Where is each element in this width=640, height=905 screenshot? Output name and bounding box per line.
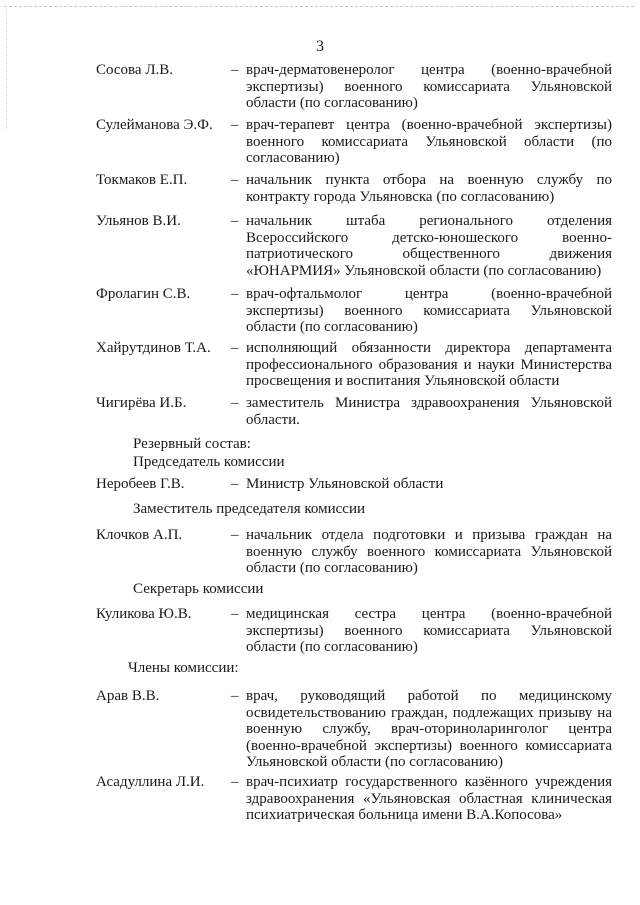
deputy-heading: Заместитель председателя комиссии — [133, 501, 366, 517]
member-position: заместитель Министра здравоохранения Ульяновской области. — [246, 395, 612, 428]
reserve-title: Резервный состав: — [133, 436, 251, 452]
chair-entry — [96, 476, 612, 493]
deputy-entry — [96, 527, 612, 577]
member-name: Ульянов В.И. — [96, 213, 181, 229]
dash-separator: – — [231, 286, 239, 302]
dash-separator: – — [231, 395, 239, 411]
member-position: медицинская сестра центра (военно-врачебной экспертизы) военного комиссариата Ульяновской области (по согласованию) — [246, 606, 612, 656]
member-entry — [96, 213, 612, 279]
member-name: Неробеев Г.В. — [96, 476, 185, 492]
dash-separator: – — [231, 774, 239, 790]
member-name: Куликова Ю.В. — [96, 606, 192, 622]
dash-separator: – — [231, 340, 239, 356]
member-position: исполняющий обязанности директора департамента профессионального образования и науки Министерства просвещения и воспитания Ульяновской области — [246, 340, 612, 390]
member-position: начальник штаба регионального отделения Всероссийского детско-юношеского военно-патриотического общественного движения «ЮНАРМИЯ» Ульяновской области (по согласованию) — [246, 213, 612, 279]
member-entry — [96, 286, 612, 336]
member-entry — [96, 62, 612, 112]
dash-separator: – — [231, 476, 239, 492]
dash-separator: – — [231, 688, 239, 704]
member-name: Сулейманова Э.Ф. — [96, 117, 213, 133]
dash-separator: – — [231, 117, 239, 133]
secretary-heading: Секретарь комиссии — [133, 581, 264, 597]
page-number: 3 — [316, 38, 324, 55]
member-position: врач-офтальмолог центра (военно-врачебной экспертизы) военного комиссариата Ульяновской области (по согласованию) — [246, 286, 612, 336]
dash-separator: – — [231, 527, 239, 543]
member-entry — [96, 172, 612, 205]
chair-heading: Председатель комиссии — [133, 454, 285, 470]
member-name: Хайрутдинов Т.А. — [96, 340, 211, 356]
dash-separator: – — [231, 213, 239, 229]
member-name: Клочков А.П. — [96, 527, 183, 543]
member-name: Фролагин С.В. — [96, 286, 191, 302]
member-entry — [96, 688, 612, 771]
member-entry — [96, 340, 612, 390]
member-entry — [96, 395, 612, 428]
scan-artifact-line — [4, 6, 634, 7]
secretary-entry — [96, 606, 612, 656]
member-name: Токмаков Е.П. — [96, 172, 188, 188]
member-name: Асадуллина Л.И. — [96, 774, 205, 790]
members-heading: Члены комиссии: — [128, 660, 239, 676]
member-name: Арав В.В. — [96, 688, 160, 704]
member-position: начальник отдела подготовки и призыва граждан на военную службу военного комиссариата Ульяновской области (по согласованию) — [246, 527, 612, 577]
member-position: начальник пункта отбора на военную службу по контракту города Ульяновска (по согласованию) — [246, 172, 612, 205]
scan-artifact-edge — [6, 10, 7, 130]
member-entry — [96, 774, 612, 824]
member-position: врач-терапевт центра (военно-врачебной экспертизы) военного комиссариата Ульяновской области (по согласованию) — [246, 117, 612, 167]
member-position: врач-дерматовенеролог центра (военно-врачебной экспертизы) военного комиссариата Ульяновской области (по согласованию) — [246, 62, 612, 112]
member-position: врач-психиатр государственного казённого учреждения здравоохранения «Ульяновская областная клиническая психиатрическая больница имени В.А.Копосова» — [246, 774, 612, 824]
member-position: Министр Ульяновской области — [246, 476, 444, 492]
member-entry — [96, 117, 612, 167]
member-position: врач, руководящий работой по медицинскому освидетельствованию граждан, подлежащих призыву на военную службу, врач-оториноларинголог центра (военно-врачебной экспертизы) военного комиссариата Ульяновской области (по согласованию) — [246, 688, 612, 771]
member-name: Сосова Л.В. — [96, 62, 174, 78]
dash-separator: – — [231, 606, 239, 622]
dash-separator: – — [231, 172, 239, 188]
member-name: Чигирёва И.Б. — [96, 395, 187, 411]
dash-separator: – — [231, 62, 239, 78]
